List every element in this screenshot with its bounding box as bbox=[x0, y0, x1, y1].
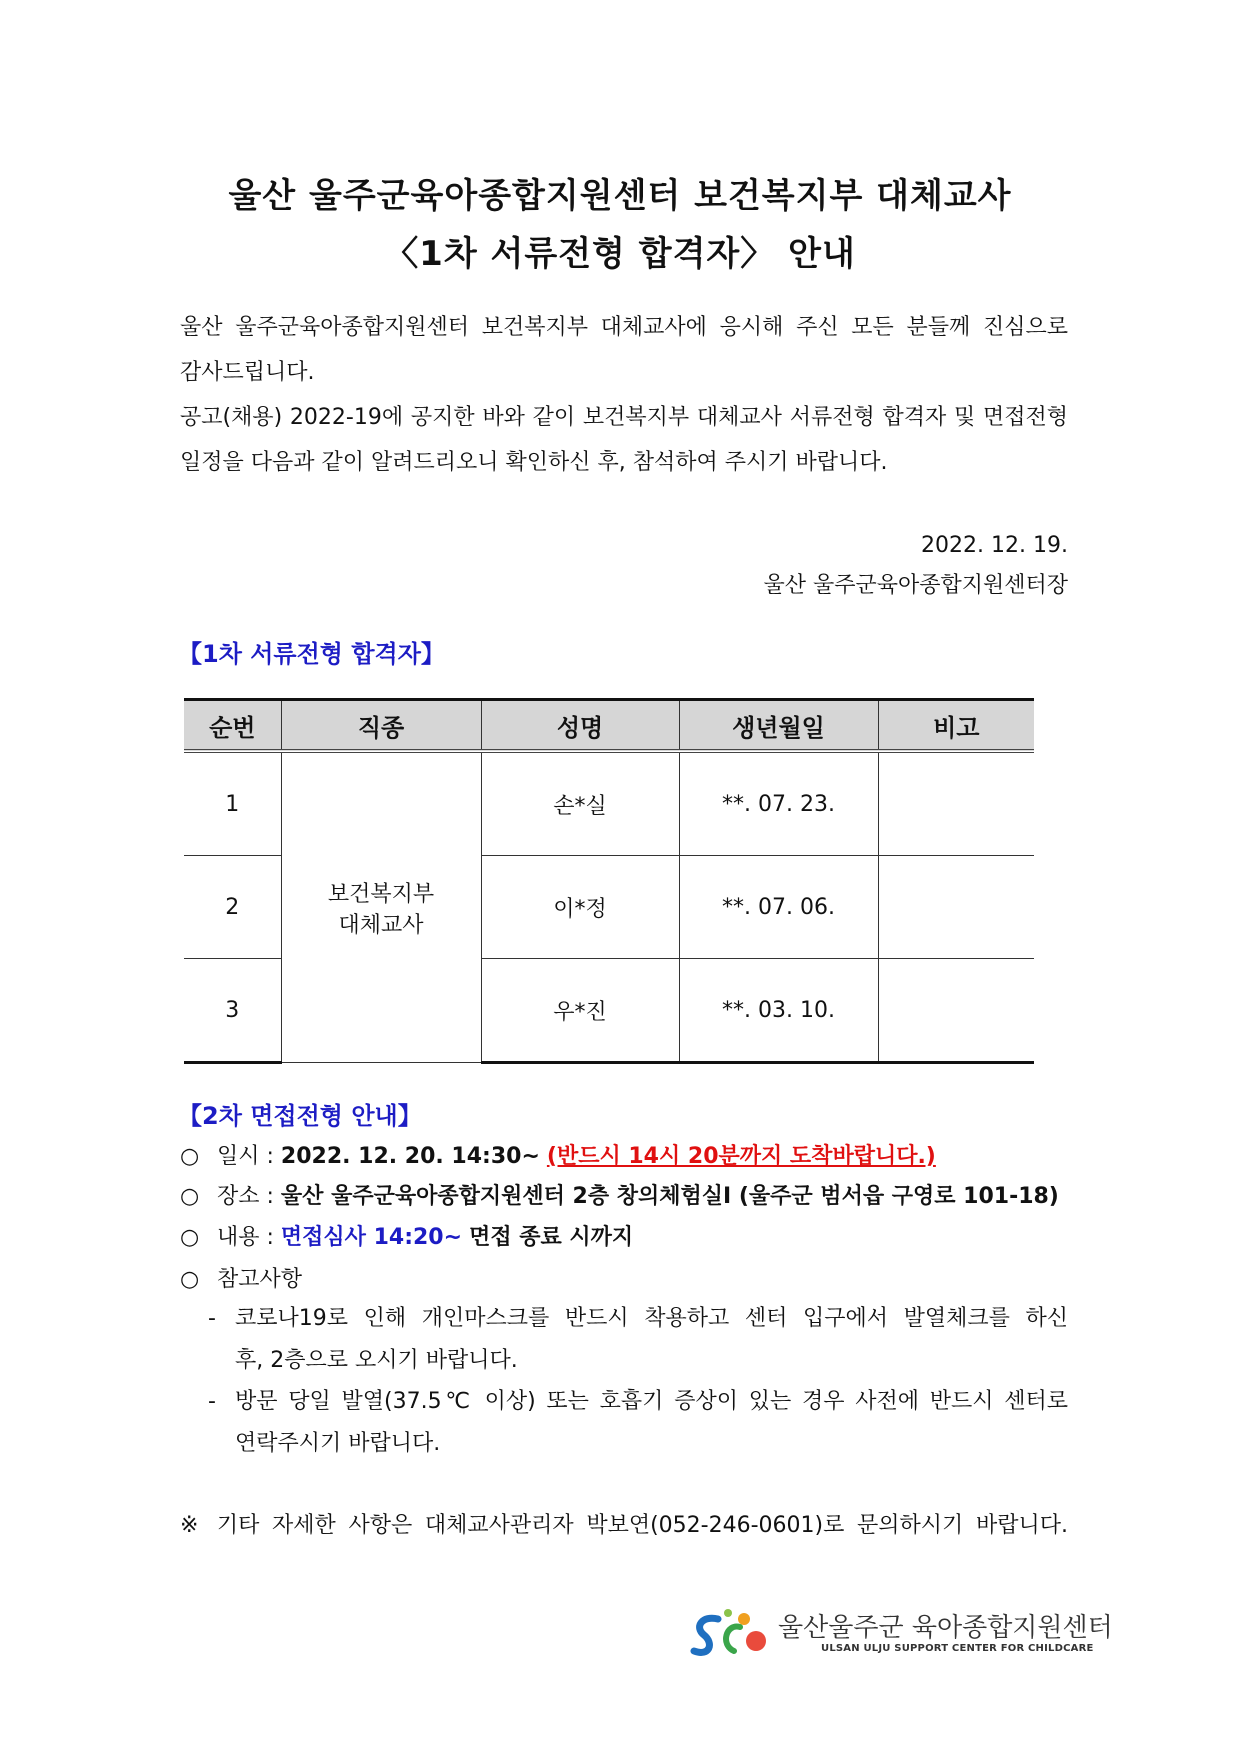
note-line: 방문 당일 발열(37.5℃ 이상) 또는 호흡기 증상이 있는 경우 사전에 반드시 센터로 bbox=[235, 1389, 1068, 1414]
note-line: 연락주시기 바랍니다. bbox=[235, 1431, 441, 1456]
document-title-line1: 울산 울주군육아종합지원센터 보건복지부 대체교사 bbox=[228, 176, 1012, 216]
cell-birthdate: **. 03. 10. bbox=[679, 959, 878, 1063]
bullet-circle-icon: ○ bbox=[180, 1184, 200, 1209]
section-heading-document-screening: 【1차 서류전형 합격자】 bbox=[178, 640, 445, 668]
cell-remarks bbox=[878, 856, 1034, 959]
table-row bbox=[184, 751, 1034, 856]
intro-line: 감사드립니다. bbox=[180, 360, 315, 385]
interview-datetime bbox=[180, 1139, 936, 1170]
document-title-line2: 〈1차 서류전형 합격자〉 안내 bbox=[384, 234, 856, 274]
center-logo bbox=[688, 1605, 1113, 1665]
intro-paragraph bbox=[180, 305, 1068, 485]
intro-line: 공고(채용) 2022-19에 공지한 바와 같이 보건복지부 대체교사 서류전형 합격자 및 면접전형 bbox=[180, 405, 1068, 430]
bullet-circle-icon: ○ bbox=[180, 1225, 200, 1250]
center-logo-icon bbox=[688, 1605, 772, 1665]
cell-number: 1 bbox=[184, 751, 281, 856]
cell-number: 3 bbox=[184, 959, 281, 1063]
interview-content bbox=[180, 1220, 633, 1251]
logo-korean-name: 울산울주군 육아종합지원센터 bbox=[778, 1613, 1113, 1643]
issuer-name: 울산 울주군육아종합지원센터장 bbox=[763, 573, 1068, 598]
cell-name: 이*정 bbox=[481, 856, 679, 959]
cell-job bbox=[281, 751, 481, 1063]
note-line: 후, 2층으로 오시기 바랍니다. bbox=[235, 1348, 518, 1373]
header-job: 직종 bbox=[281, 700, 481, 752]
cell-name: 우*진 bbox=[481, 959, 679, 1063]
interview-place bbox=[180, 1179, 1059, 1210]
datetime-label: 일시 : bbox=[217, 1144, 274, 1169]
place-label: 장소 : bbox=[217, 1184, 274, 1209]
interview-reference bbox=[180, 1262, 302, 1293]
section-heading-interview: 【2차 면접전형 안내】 bbox=[178, 1102, 422, 1130]
reference-label: 참고사항 bbox=[217, 1267, 303, 1292]
intro-line: 일정을 다음과 같이 알려드리오니 확인하신 후, 참석하여 주시기 바랍니다. bbox=[180, 450, 888, 475]
dash-marker: - bbox=[208, 1306, 216, 1331]
logo-english-name: ULSAN ULJU SUPPORT CENTER FOR CHILDCARE bbox=[821, 1643, 1094, 1654]
header-birthdate: 생년월일 bbox=[679, 700, 878, 752]
arrival-notice: (반드시 14시 20분까지 도착바랍니다.) bbox=[546, 1144, 936, 1169]
header-remarks: 비고 bbox=[878, 700, 1034, 752]
header-number: 순번 bbox=[184, 700, 281, 752]
job-line: 보건복지부 bbox=[327, 881, 435, 907]
place-value: 울산 울주군육아종합지원센터 2층 창의체험실Ⅰ (울주군 범서읍 구영로 101-18) bbox=[280, 1184, 1059, 1209]
reference-note bbox=[208, 1381, 1068, 1465]
header-name: 성명 bbox=[481, 700, 679, 752]
cell-remarks bbox=[878, 959, 1034, 1063]
job-line: 대체교사 bbox=[338, 912, 424, 938]
note-line: 코로나19로 인해 개인마스크를 반드시 착용하고 센터 입구에서 발열체크를 하신 bbox=[235, 1306, 1068, 1331]
content-label: 내용 : bbox=[217, 1225, 274, 1250]
table-header-row bbox=[184, 700, 1034, 752]
datetime-value: 2022. 12. 20. 14:30~ bbox=[280, 1144, 540, 1169]
bullet-circle-icon: ○ bbox=[180, 1267, 200, 1292]
contact-footer: ※ 기타 자세한 사항은 대체교사관리자 박보연(052-246-0601)로 문의하시기 바랍니다. bbox=[180, 1513, 1068, 1538]
cell-name: 손*실 bbox=[481, 751, 679, 856]
content-rest: 면접 종료 시까지 bbox=[469, 1225, 634, 1250]
cell-number: 2 bbox=[184, 856, 281, 959]
cell-birthdate: **. 07. 06. bbox=[679, 856, 878, 959]
dash-marker: - bbox=[208, 1389, 216, 1414]
cell-birthdate: **. 07. 23. bbox=[679, 751, 878, 856]
issue-date: 2022. 12. 19. bbox=[921, 533, 1068, 558]
cell-remarks bbox=[878, 751, 1034, 856]
bullet-circle-icon: ○ bbox=[180, 1144, 200, 1169]
content-value: 면접심사 14:20~ bbox=[280, 1225, 463, 1250]
intro-line: 울산 울주군육아종합지원센터 보건복지부 대체교사에 응시해 주신 모든 분들께 진심으로 bbox=[180, 315, 1068, 340]
reference-note bbox=[208, 1298, 1068, 1382]
candidate-table bbox=[184, 698, 1034, 1064]
